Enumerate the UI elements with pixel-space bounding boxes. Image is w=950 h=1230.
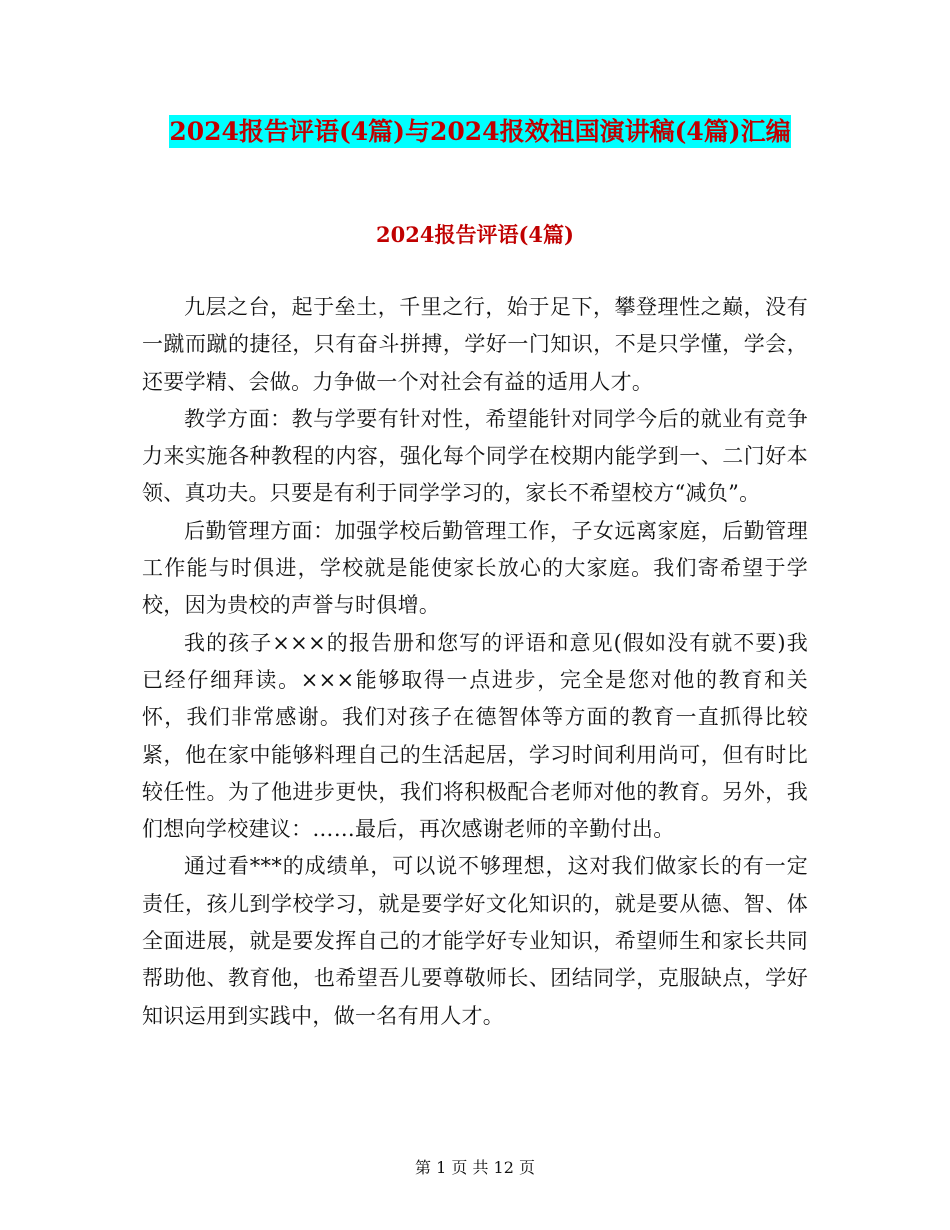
- paragraph-3: 后勤管理方面：加强学校后勤管理工作，子女远离家庭，后勤管理工作能与时俱进，学校就是能使家长放心的大家庭。我们寄希望于学校，因为贵校的声誉与时俱增。: [142, 518, 808, 618]
- paragraph-4: 我的孩子×××的报告册和您写的评语和意见(假如没有就不要)我已经仔细拜读。×××能够取得一点进步，完全是您对他的教育和关怀，我们非常感谢。我们对孩子在德智体等方面的教育一直抓得比较紧，他在家中能够料理自己的生活起居，学习时间利用尚可，但有时比较任性。为了他进步更快，我们将积极配合老师对他的教育。另外，我们想向学校建议：……最后，再次感谢老师的辛勤付出。: [142, 630, 808, 842]
- document-body: [142, 289, 808, 1035]
- paragraph-1: 九层之台，起于垒土，千里之行，始于足下，攀登理性之巅，没有一蹴而蹴的捷径，只有奋斗拼搏，学好一门知识，不是只学懂，学会，还要学精、会做。力争做一个对社会有益的适用人才。: [142, 295, 808, 394]
- page-footer: 第 1 页 共 12 页: [415, 1158, 535, 1177]
- section-heading: 2024报告评语(4篇): [376, 222, 574, 247]
- document-title-text: 2024报告评语(4篇)与2024报效祖国演讲稿(4篇)汇编: [169, 117, 791, 146]
- paragraph-5: 通过看***的成绩单，可以说不够理想，这对我们做家长的有一定责任，孩儿到学校学习，就是要学好文化知识的，就是要从德、智、体全面进展，就是要发挥自己的才能学好专业知识，希望师生和家长共同帮助他、教育他，也希望吾儿要尊敬师长、团结同学，克服缺点，学好知识运用到实践中，做一名有用人才。: [142, 854, 808, 1028]
- document-title: [150, 110, 810, 154]
- paragraph-2: 教学方面：教与学要有针对性，希望能针对同学今后的就业有竞争力来实施各种教程的内容，强化每个同学在校期内能学到一、二门好本领、真功夫。只要是有利于同学学习的，家长不希望校方“减负”。: [142, 406, 808, 506]
